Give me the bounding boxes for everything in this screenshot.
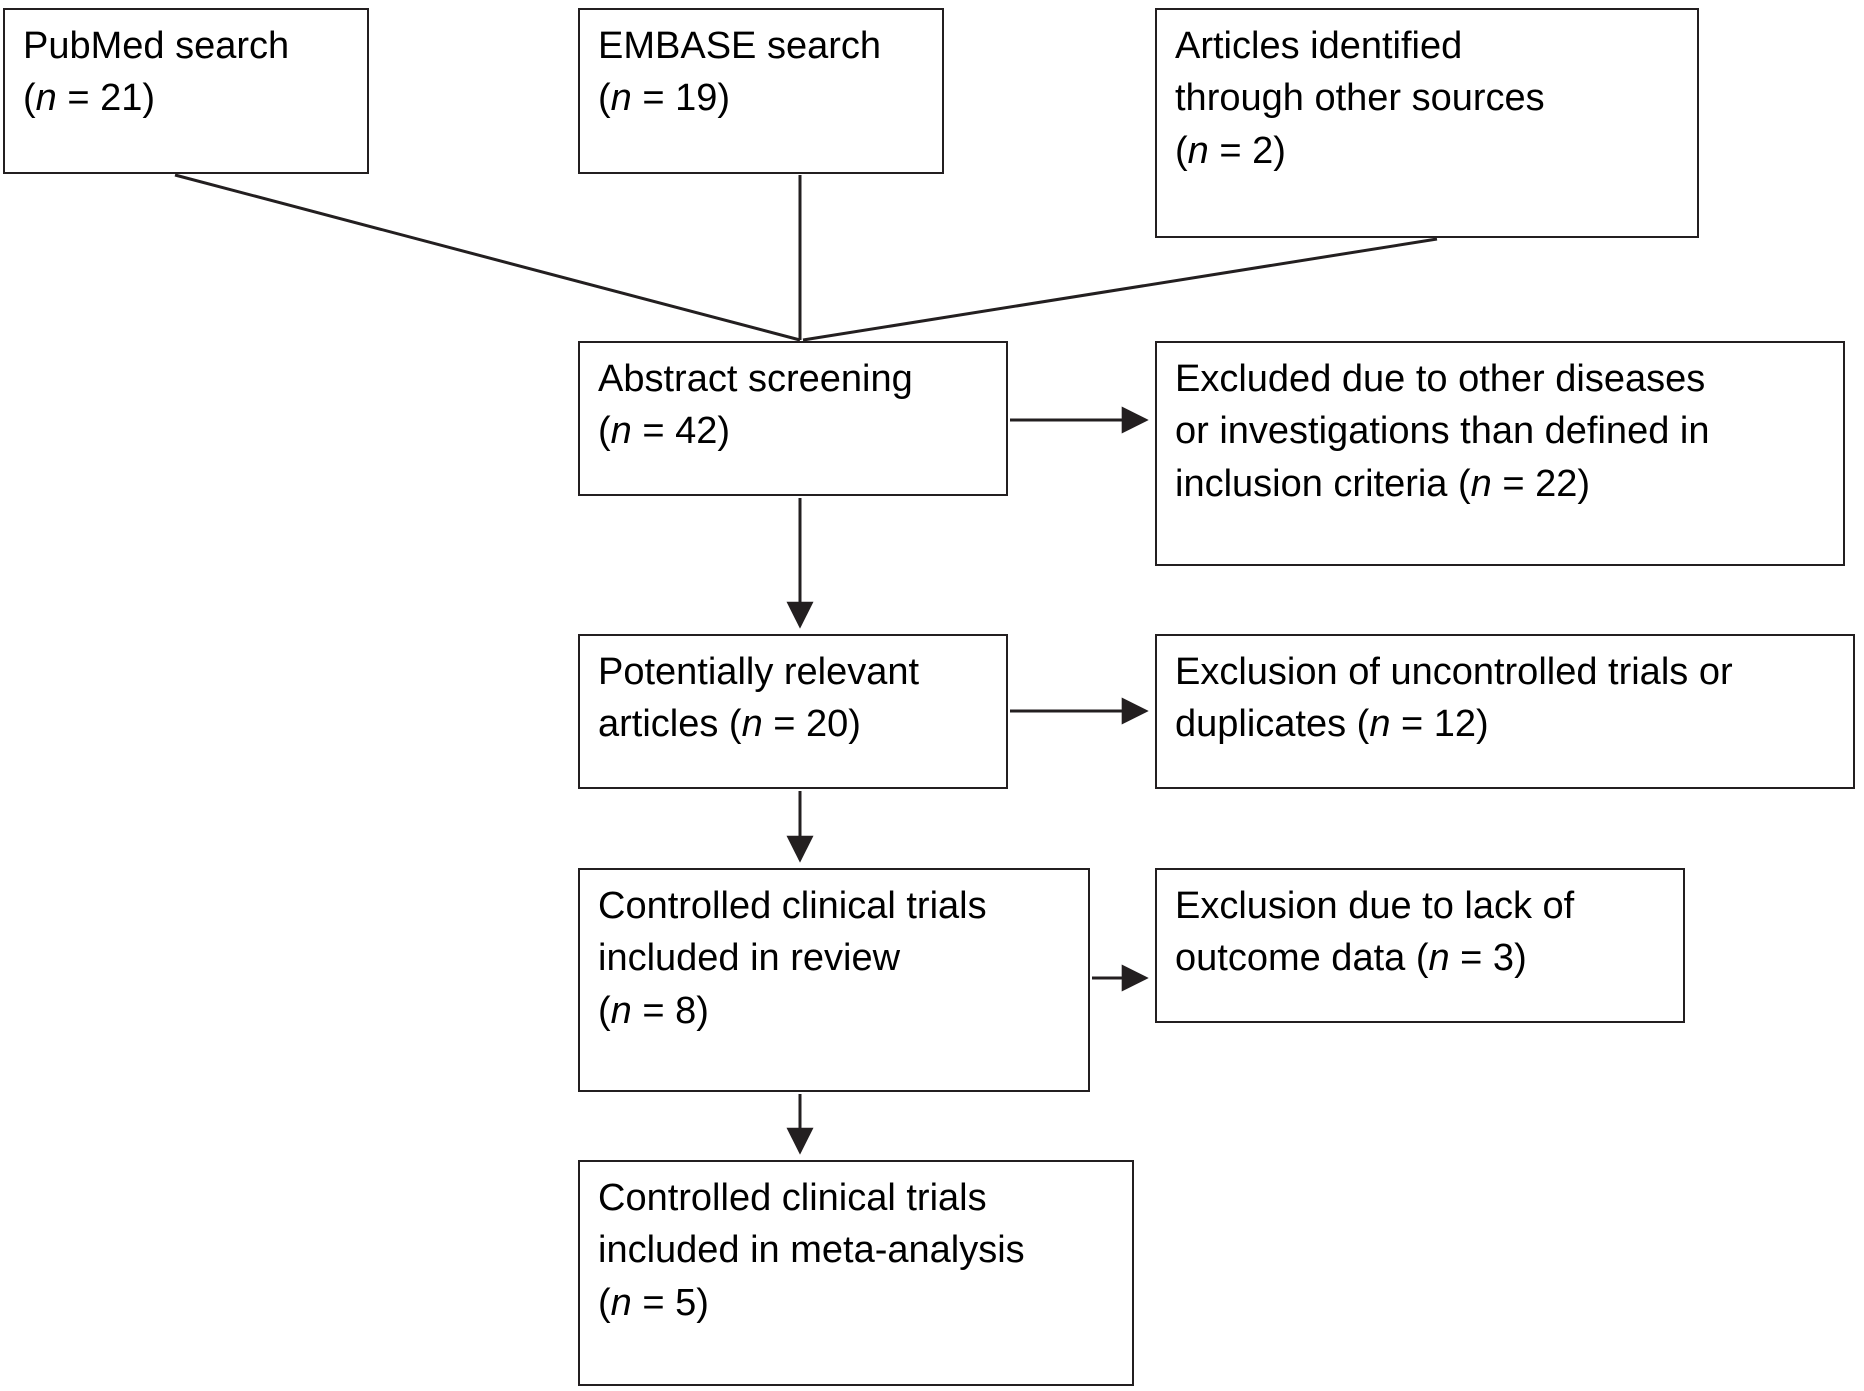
node-excluded-other-diseases <box>1155 341 1845 566</box>
node-line: (n = 8) <box>598 989 709 1032</box>
node-line: articles (n = 20) <box>598 703 861 746</box>
node-excluded-lack-outcome-data <box>1155 868 1685 1023</box>
node-line: Controlled clinical trials <box>598 885 987 927</box>
node-line: Controlled clinical trials <box>598 1177 987 1219</box>
node-line: (n = 42) <box>598 410 731 453</box>
node-potentially-relevant <box>578 634 1008 789</box>
node-line: or investigations than defined in <box>1175 410 1710 453</box>
node-line: Excluded due to other diseases <box>1175 358 1706 400</box>
node-controlled-trials-review <box>578 868 1090 1092</box>
node-line: EMBASE search <box>598 25 881 67</box>
node-abstract-screening <box>578 341 1008 496</box>
node-line: Exclusion due to lack of <box>1175 885 1575 927</box>
node-other-sources <box>1155 8 1699 238</box>
node-line: duplicates (n = 12) <box>1175 703 1489 746</box>
node-line: through other sources <box>1175 77 1545 120</box>
node-line: (n = 21) <box>23 77 156 120</box>
node-line: (n = 2) <box>1175 129 1286 172</box>
node-line: Articles identified <box>1175 25 1463 67</box>
node-line: outcome data (n = 3) <box>1175 937 1527 980</box>
node-line: included in meta-analysis <box>598 1229 1025 1272</box>
node-line: (n = 5) <box>598 1281 709 1324</box>
node-controlled-trials-meta-analysis <box>578 1160 1134 1386</box>
node-embase-search <box>578 8 944 174</box>
node-line: Exclusion of uncontrolled trials or <box>1175 651 1733 693</box>
node-line: PubMed search <box>23 25 290 67</box>
node-pubmed-search <box>3 8 369 174</box>
node-line: Potentially relevant <box>598 651 920 693</box>
node-line: (n = 19) <box>598 77 731 120</box>
node-line: inclusion criteria (n = 22) <box>1175 462 1591 505</box>
node-excluded-uncontrolled-duplicates <box>1155 634 1855 789</box>
node-line: included in review <box>598 937 901 980</box>
node-line: Abstract screening <box>598 358 913 400</box>
